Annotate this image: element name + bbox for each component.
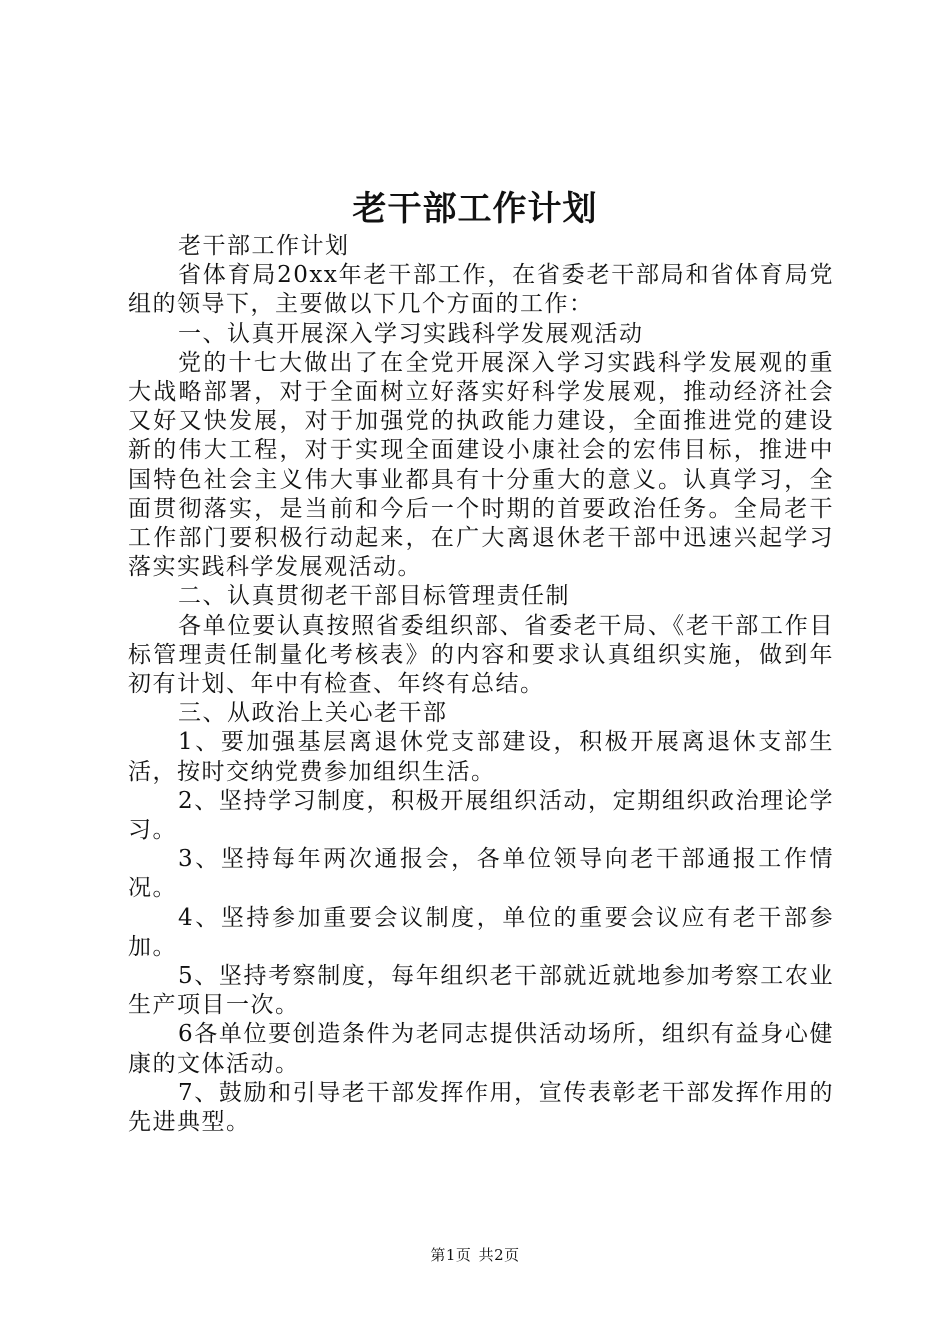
paragraph-section-1: 党的十七大做出了在全党开展深入学习实践科学发展观的重大战略部署，对于全面树立好落实好科学发展观，推动经济社会又好又快发展，对于加强党的执政能力建设，全面推进党的建设新的伟大工程，对于实现全面建设小康社会的宏伟目标，推进中国特色社会主义伟大事业都具有十分重大的意义。认真学习，全面贯彻落实，是当前和今后一个时期的首要政治任务。全局老干工作部门要积极行动起来，在广大离退休老干部中迅速兴起学习落实实践科学发展观活动。 [128, 349, 834, 581]
page-total: 共2页 [478, 1246, 520, 1264]
list-item-6: 6各单位要创造条件为老同志提供活动场所，组织有益身心健康的文体活动。 [128, 1021, 834, 1077]
document-body [128, 232, 834, 1137]
list-item-2: 2、坚持学习制度，积极开展组织活动，定期组织政治理论学习。 [128, 787, 834, 844]
document-title: 老干部工作计划 [352, 189, 598, 229]
list-item-3: 3、坚持每年两次通报会，各单位领导向老干部通报工作情况。 [128, 846, 834, 902]
paragraph-intro: 省体育局20xx年老干部工作，在省委老干部局和省体育局党组的领导下，主要做以下几个方面的工作： [128, 262, 834, 318]
paragraph-section-2: 各单位要认真按照省委组织部、省委老干局、《老干部工作目标管理责任制量化考核表》的内容和要求认真组织实施，做到年初有计划、年中有检查、年终有总结。 [128, 612, 834, 698]
section-heading-1: 一、认真开展深入学习实践科学发展观活动 [178, 320, 644, 347]
list-item-4: 4、坚持参加重要会议制度，单位的重要会议应有老干部参加。 [128, 904, 834, 960]
list-item-1: 1、要加强基层离退休党支部建设，积极开展离退休支部生活，按时交纳党费参加组织生活。 [128, 729, 834, 785]
page-footer [0, 1244, 950, 1266]
paragraph-subtitle: 老干部工作计划 [178, 233, 350, 259]
page-number: 第1页 [430, 1246, 472, 1264]
list-item-5: 5、坚持考察制度，每年组织老干部就近就地参加考察工农业生产项目一次。 [128, 963, 834, 1019]
list-item-7: 7、鼓励和引导老干部发挥作用，宣传表彰老干部发挥作用的先进典型。 [128, 1079, 834, 1136]
section-heading-3: 三、从政治上关心老干部 [178, 700, 448, 727]
section-heading-2: 二、认真贯彻老干部目标管理责任制 [178, 583, 570, 610]
